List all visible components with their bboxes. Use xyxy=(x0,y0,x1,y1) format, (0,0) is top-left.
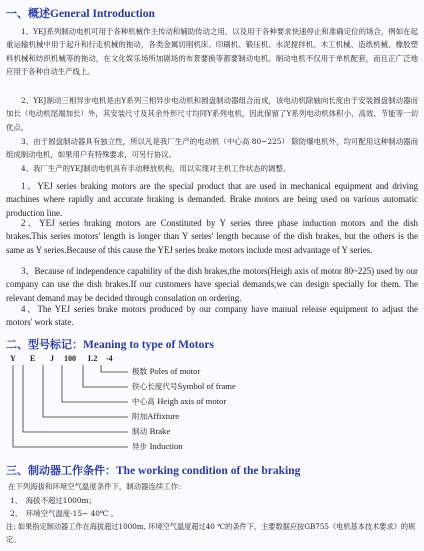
model-part-e: E xyxy=(30,354,36,363)
section3-title: The working condition of the braking xyxy=(116,465,301,477)
label-affixture: 附加Affixture xyxy=(132,411,180,421)
model-part-length: L2 xyxy=(88,354,98,363)
section1-heading xyxy=(6,5,155,21)
model-part-y: Y xyxy=(10,354,16,363)
conditions-note: 注: 如果指定制动器工作在海拔超过1000m, 环境空气温度超过40 ℃的条件下，主要数据应按GB755《电机基本技术要求》的规定。 xyxy=(6,522,416,545)
label-center-height: 中心高 Heigh axis of motor xyxy=(132,396,227,406)
en-paragraph-1: 1、YEJ series braking motors are the special product that are used in mechanical equipment and driving machines where rapidly and accurate braking is demanded. Brake motors are being used on various automatic production line. xyxy=(6,181,418,218)
section2-heading xyxy=(6,336,214,352)
section3-heading xyxy=(6,462,300,478)
section3-number: 三、制动器工作条件： xyxy=(6,464,116,477)
label-poles: 极数 Poles of motor xyxy=(132,366,201,376)
section1-number: 一、概述 xyxy=(6,7,50,20)
en-paragraph-4: 4、The YEJ series brake motors produced by our company have manual release equipment to adjust the motors' work state. xyxy=(6,304,418,328)
condition-altitude: 1、 海拔不超过1000m； xyxy=(10,496,96,505)
en-paragraph-3: 3、Because of independence capability of the dish brakes,the motors(Heigh axis of motor 80~225) used by our company can use the dish brakes.If our customers have special demands,we can design specially for them. The relevant demand may be decided through consulation on ordering. xyxy=(6,266,418,303)
model-part-poles: -4 xyxy=(106,354,113,363)
en-paragraph-2: 2、YEJ series braking motors are Constituted by Y series three phase induction motors and the dish brakes.This series motors' length is longer than Y series' length because of the dish brakes, but the others is the same as Y series.Because of this cause the YEJ series brake motors include most advantage of Y series. xyxy=(6,218,418,255)
model-part-j: J xyxy=(50,354,54,363)
cn-paragraph-3: 3、由于圆盘制动器具有独立性，所以凡是我厂生产的电动机（中心高 80~225） 除防爆电机外，均可配用这种制动器而组成制动电机，如果用户有特殊要求，可另行协议。 xyxy=(6,137,418,160)
label-frame: 铁心长度代号Symbol of frame xyxy=(132,381,236,391)
label-brake: 制动 Brake xyxy=(132,426,171,436)
model-part-frame: 100 xyxy=(64,354,76,363)
cn-paragraph-1: 1、YEJ系列制动电机可用于各种机械作主传动和辅助传动之用，以及用于各种要求快速停止和准确定位的场合，例如在起重运输机械中用于起升和行走机械的拖动，各类金属切削机床、印刷机、锻压机、水泥搅拌机、木工机械、造纸机械、橡胶塑料机械和纺织机械等的拖动，在文化娱乐场所加剧场的布景要换等都要制动电机。制动电机不仅用于单机配套，而且正广泛地应用于各种自动生产线上。 xyxy=(6,27,418,77)
conditions-intro: 在下列海拔和环境空气温度条件下，制动器连续工作： xyxy=(8,482,186,491)
section2-number: 二、型号标记： xyxy=(6,338,83,351)
section2-title: Meaning to type of Motors xyxy=(83,339,214,351)
section1-title: General Introduction xyxy=(50,8,155,20)
cn-paragraph-2: 2、YEJ制动三相异步电机是由Y系列三相异步电动机和圆盘制动器组合而成，该电动机除轴向长度由于安装圆盘制动器而加长（电动机尾端加长）外，其安装尺寸及其余外形尺寸均同Y系列电机，因此保留了Y系列电动机体积小、高效、节能等一切优点。 xyxy=(6,96,418,132)
label-induction: 异步 Induction xyxy=(132,441,183,451)
condition-temperature: 2、 环境空气温度-15~ 40℃ 。 xyxy=(10,509,118,518)
cn-paragraph-4: 4、我厂生产的YEJ制动电机具有手动释放机构，用以实现对主机工作状态的调整。 xyxy=(21,164,291,173)
